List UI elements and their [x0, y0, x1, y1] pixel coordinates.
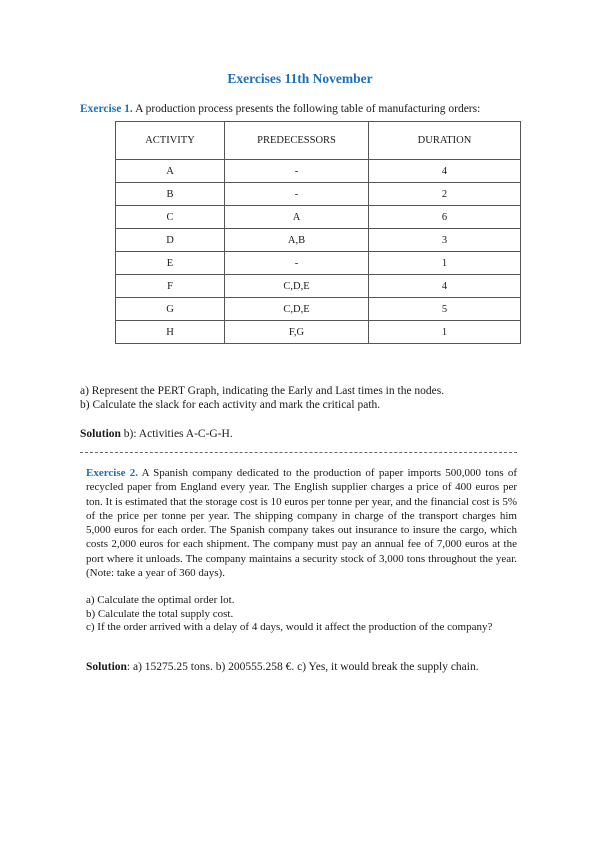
header-activity: ACTIVITY [116, 122, 225, 160]
question-b: b) Calculate the slack for each activity and mark the critical path. [80, 399, 381, 411]
duration-cell: 2 [369, 183, 521, 206]
table-header-row [116, 122, 521, 160]
exercise-1-text: A production process presents the following table of manufacturing orders: [135, 103, 481, 115]
exercise-2-text: A Spanish company dedicated to the production of paper imports 500,000 tons of recycled paper from England every year. The English supplier charges a price of 400 euros per ton. It is estimated that the storage cost is 10 euros per tonne per year, and the financial cost is 5% of the price per tonne per year. The shipping company in charge of the transport charges him 5,000 euros for each order. The Spanish company takes out insurance to insure the cargo, which costs 2,000 euros for each shipment. The company must pay an annual fee of 7,000 euros at the port where it unloads. The company maintains a security stock of 3,000 tons throughout the year. (Note: take a year of 360 days). [86, 467, 517, 580]
table-row [116, 275, 521, 298]
activity-cell: B [116, 183, 225, 206]
exercise-2-statement [86, 466, 517, 580]
table-row [116, 252, 521, 275]
table-row [116, 206, 521, 229]
duration-cell: 3 [369, 229, 521, 252]
dashed-divider [80, 452, 517, 453]
predecessors-cell: C,D,E [225, 275, 369, 298]
activity-cell: F [116, 275, 225, 298]
predecessors-cell: F,G [225, 321, 369, 344]
exercise-1-intro [80, 103, 550, 115]
exercise-2-solution [86, 661, 479, 673]
question-a: a) Represent the PERT Graph, indicating the Early and Last times in the nodes. [80, 385, 445, 397]
table-row [116, 229, 521, 252]
page-title: Exercises 11th November [227, 71, 373, 86]
table-row [116, 183, 521, 206]
manufacturing-orders-table [115, 121, 521, 344]
table-row [116, 298, 521, 321]
predecessors-cell: A,B [225, 229, 369, 252]
solution-text: b): Activities A-C-G-H. [120, 428, 233, 440]
duration-cell: 6 [369, 206, 521, 229]
table-row [116, 321, 521, 344]
duration-cell: 1 [369, 252, 521, 275]
activity-cell: C [116, 206, 225, 229]
predecessors-cell: - [225, 183, 369, 206]
exercise-1-label: Exercise 1. [80, 103, 133, 115]
predecessors-cell: - [225, 160, 369, 183]
exercise-2-questions [86, 594, 517, 635]
predecessors-cell: C,D,E [225, 298, 369, 321]
activity-cell: H [116, 321, 225, 344]
activity-cell: D [116, 229, 225, 252]
duration-cell: 4 [369, 275, 521, 298]
predecessors-cell: - [225, 252, 369, 275]
exercise-1-questions [80, 384, 444, 412]
question-b: b) Calculate the total supply cost. [86, 607, 234, 620]
question-a: a) Calculate the optimal order lot. [86, 594, 235, 606]
header-duration: DURATION [369, 122, 521, 160]
duration-cell: 4 [369, 160, 521, 183]
header-predecessors: PREDECESSORS [225, 122, 369, 160]
activity-cell: G [116, 298, 225, 321]
duration-cell: 5 [369, 298, 521, 321]
table-row [116, 160, 521, 183]
solution-label: Solution [86, 661, 127, 673]
solution-text: : a) 15275.25 tons. b) 200555.258 €. c) Yes, it would break the supply chain. [126, 661, 479, 673]
question-c: c) If the order arrived with a delay of 4 days, would it affect the production of the company? [86, 621, 493, 633]
exercise-1-solution [80, 428, 233, 440]
activity-cell: E [116, 252, 225, 275]
solution-label: Solution [80, 428, 121, 440]
exercise-2-label: Exercise 2. [86, 467, 138, 479]
duration-cell: 1 [369, 321, 521, 344]
predecessors-cell: A [225, 206, 369, 229]
activity-cell: A [116, 160, 225, 183]
